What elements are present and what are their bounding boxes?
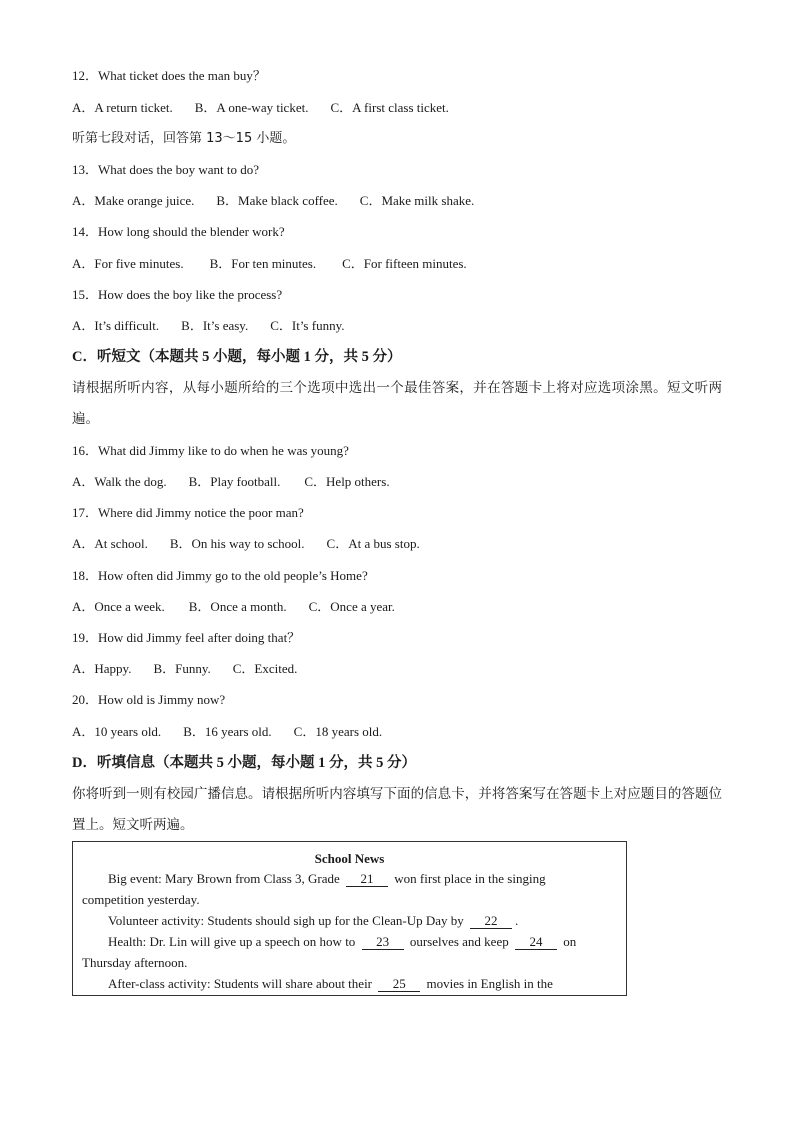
section-d-heading: D．听填信息（本题共 5 小题，每小题 1 分，共 5 分）: [72, 755, 416, 771]
option-a: A．Make orange juice.: [72, 193, 195, 208]
dialogue-7-instruction: 听第七段对话，回答第 13～15 小题。: [72, 131, 296, 146]
question-13-options: [72, 193, 474, 209]
question-13-stem: 13．What does the boy want to do?: [72, 162, 260, 177]
option-b: B．For ten minutes.: [209, 256, 317, 271]
question-18-stem: 18．How often did Jimmy go to the old people’s Home?: [72, 568, 368, 583]
option-b: B．16 years old.: [183, 724, 272, 739]
section-c-instruction: 请根据所听内容，从每小题所给的三个选项中选出一个最佳答案，并在答题卡上将对应选项涂黑。短文听两遍。: [72, 380, 722, 427]
option-c: C．Once a year.: [308, 599, 395, 614]
option-b: B．Play football.: [188, 474, 281, 489]
question-12-options: [72, 100, 449, 116]
question-15-stem: 15．How does the boy like the process?: [72, 287, 283, 302]
option-a: A．At school.: [72, 536, 148, 551]
news-volunteer-text: Volunteer activity: Students should sigh up for the Clean-Up Day by: [108, 913, 464, 928]
question-20-options: [72, 724, 382, 740]
question-14-stem: 14．How long should the blender work?: [72, 224, 285, 239]
option-a: A．Happy.: [72, 661, 132, 676]
news-big-event-cont: competition yesterday.: [82, 892, 200, 907]
option-c: C．It’s funny.: [270, 318, 345, 333]
question-15-options: [72, 318, 344, 334]
blank-24[interactable]: 24: [515, 935, 557, 950]
question-17-options: [72, 536, 420, 552]
option-a: A．A return ticket.: [72, 100, 173, 115]
option-c: C．Excited.: [232, 661, 298, 676]
news-health-text: Health: Dr. Lin will give up a speech on how to: [108, 934, 356, 949]
question-19-stem: 19．How did Jimmy feel after doing that？: [72, 630, 301, 645]
option-c: C．At a bus stop.: [326, 536, 420, 551]
option-b: B．It’s easy.: [181, 318, 249, 333]
question-16-options: [72, 474, 390, 490]
option-b: B．Funny.: [153, 661, 211, 676]
question-18-options: [72, 599, 395, 615]
option-a: A．10 years old.: [72, 724, 162, 739]
news-volunteer-end: .: [515, 913, 519, 928]
question-19-options: [72, 661, 297, 677]
option-b: B．Make black coffee.: [216, 193, 338, 208]
question-17-stem: 17．Where did Jimmy notice the poor man?: [72, 505, 304, 520]
option-c: C．Make milk shake.: [359, 193, 475, 208]
question-20-stem: 20．How old is Jimmy now?: [72, 692, 226, 707]
question-14-options: [72, 256, 467, 272]
news-big-event: [82, 868, 616, 889]
news-health-text-3: on: [563, 934, 577, 949]
news-after-class-text-2: movies in English in the: [426, 976, 553, 991]
option-c: C．For fifteen minutes.: [342, 256, 467, 271]
option-c: C．A first class ticket.: [330, 100, 449, 115]
news-volunteer: [82, 910, 616, 931]
news-health-cont: Thursday afternoon.: [82, 955, 188, 970]
option-a: A．It’s difficult.: [72, 318, 160, 333]
blank-25[interactable]: 25: [378, 977, 420, 992]
news-health: [82, 931, 616, 952]
news-after-class-text: After-class activity: Students will share about their: [108, 976, 373, 991]
news-after-class: [82, 973, 616, 994]
option-b: B．On his way to school.: [169, 536, 305, 551]
news-health-text-2: ourselves and keep: [409, 934, 509, 949]
school-news-card: [72, 841, 627, 996]
option-a: A．Once a week.: [72, 599, 165, 614]
question-16-stem: 16．What did Jimmy like to do when he was young?: [72, 443, 349, 458]
blank-22[interactable]: 22: [470, 914, 512, 929]
blank-21[interactable]: 21: [346, 872, 388, 887]
option-b: B．Once a month.: [188, 599, 287, 614]
option-a: A．For five minutes.: [72, 256, 184, 271]
school-news-title: School News: [314, 851, 385, 866]
news-big-event-text: Big event: Mary Brown from Class 3, Grade: [108, 871, 340, 886]
blank-23[interactable]: 23: [362, 935, 404, 950]
option-b: B．A one-way ticket.: [194, 100, 309, 115]
section-d-instruction: 你将听到一则有校园广播信息。请根据所听内容填写下面的信息卡，并将答案写在答题卡上对应题目的答题位置上。短文听两遍。: [72, 786, 722, 833]
question-12-stem: 12．What ticket does the man buy？: [72, 68, 266, 83]
option-a: A．Walk the dog.: [72, 474, 167, 489]
option-c: C．Help others.: [304, 474, 390, 489]
section-c-heading: C．听短文（本题共 5 小题，每小题 1 分，共 5 分）: [72, 349, 402, 365]
option-c: C．18 years old.: [293, 724, 383, 739]
news-big-event-text-2: won first place in the singing: [394, 871, 546, 886]
